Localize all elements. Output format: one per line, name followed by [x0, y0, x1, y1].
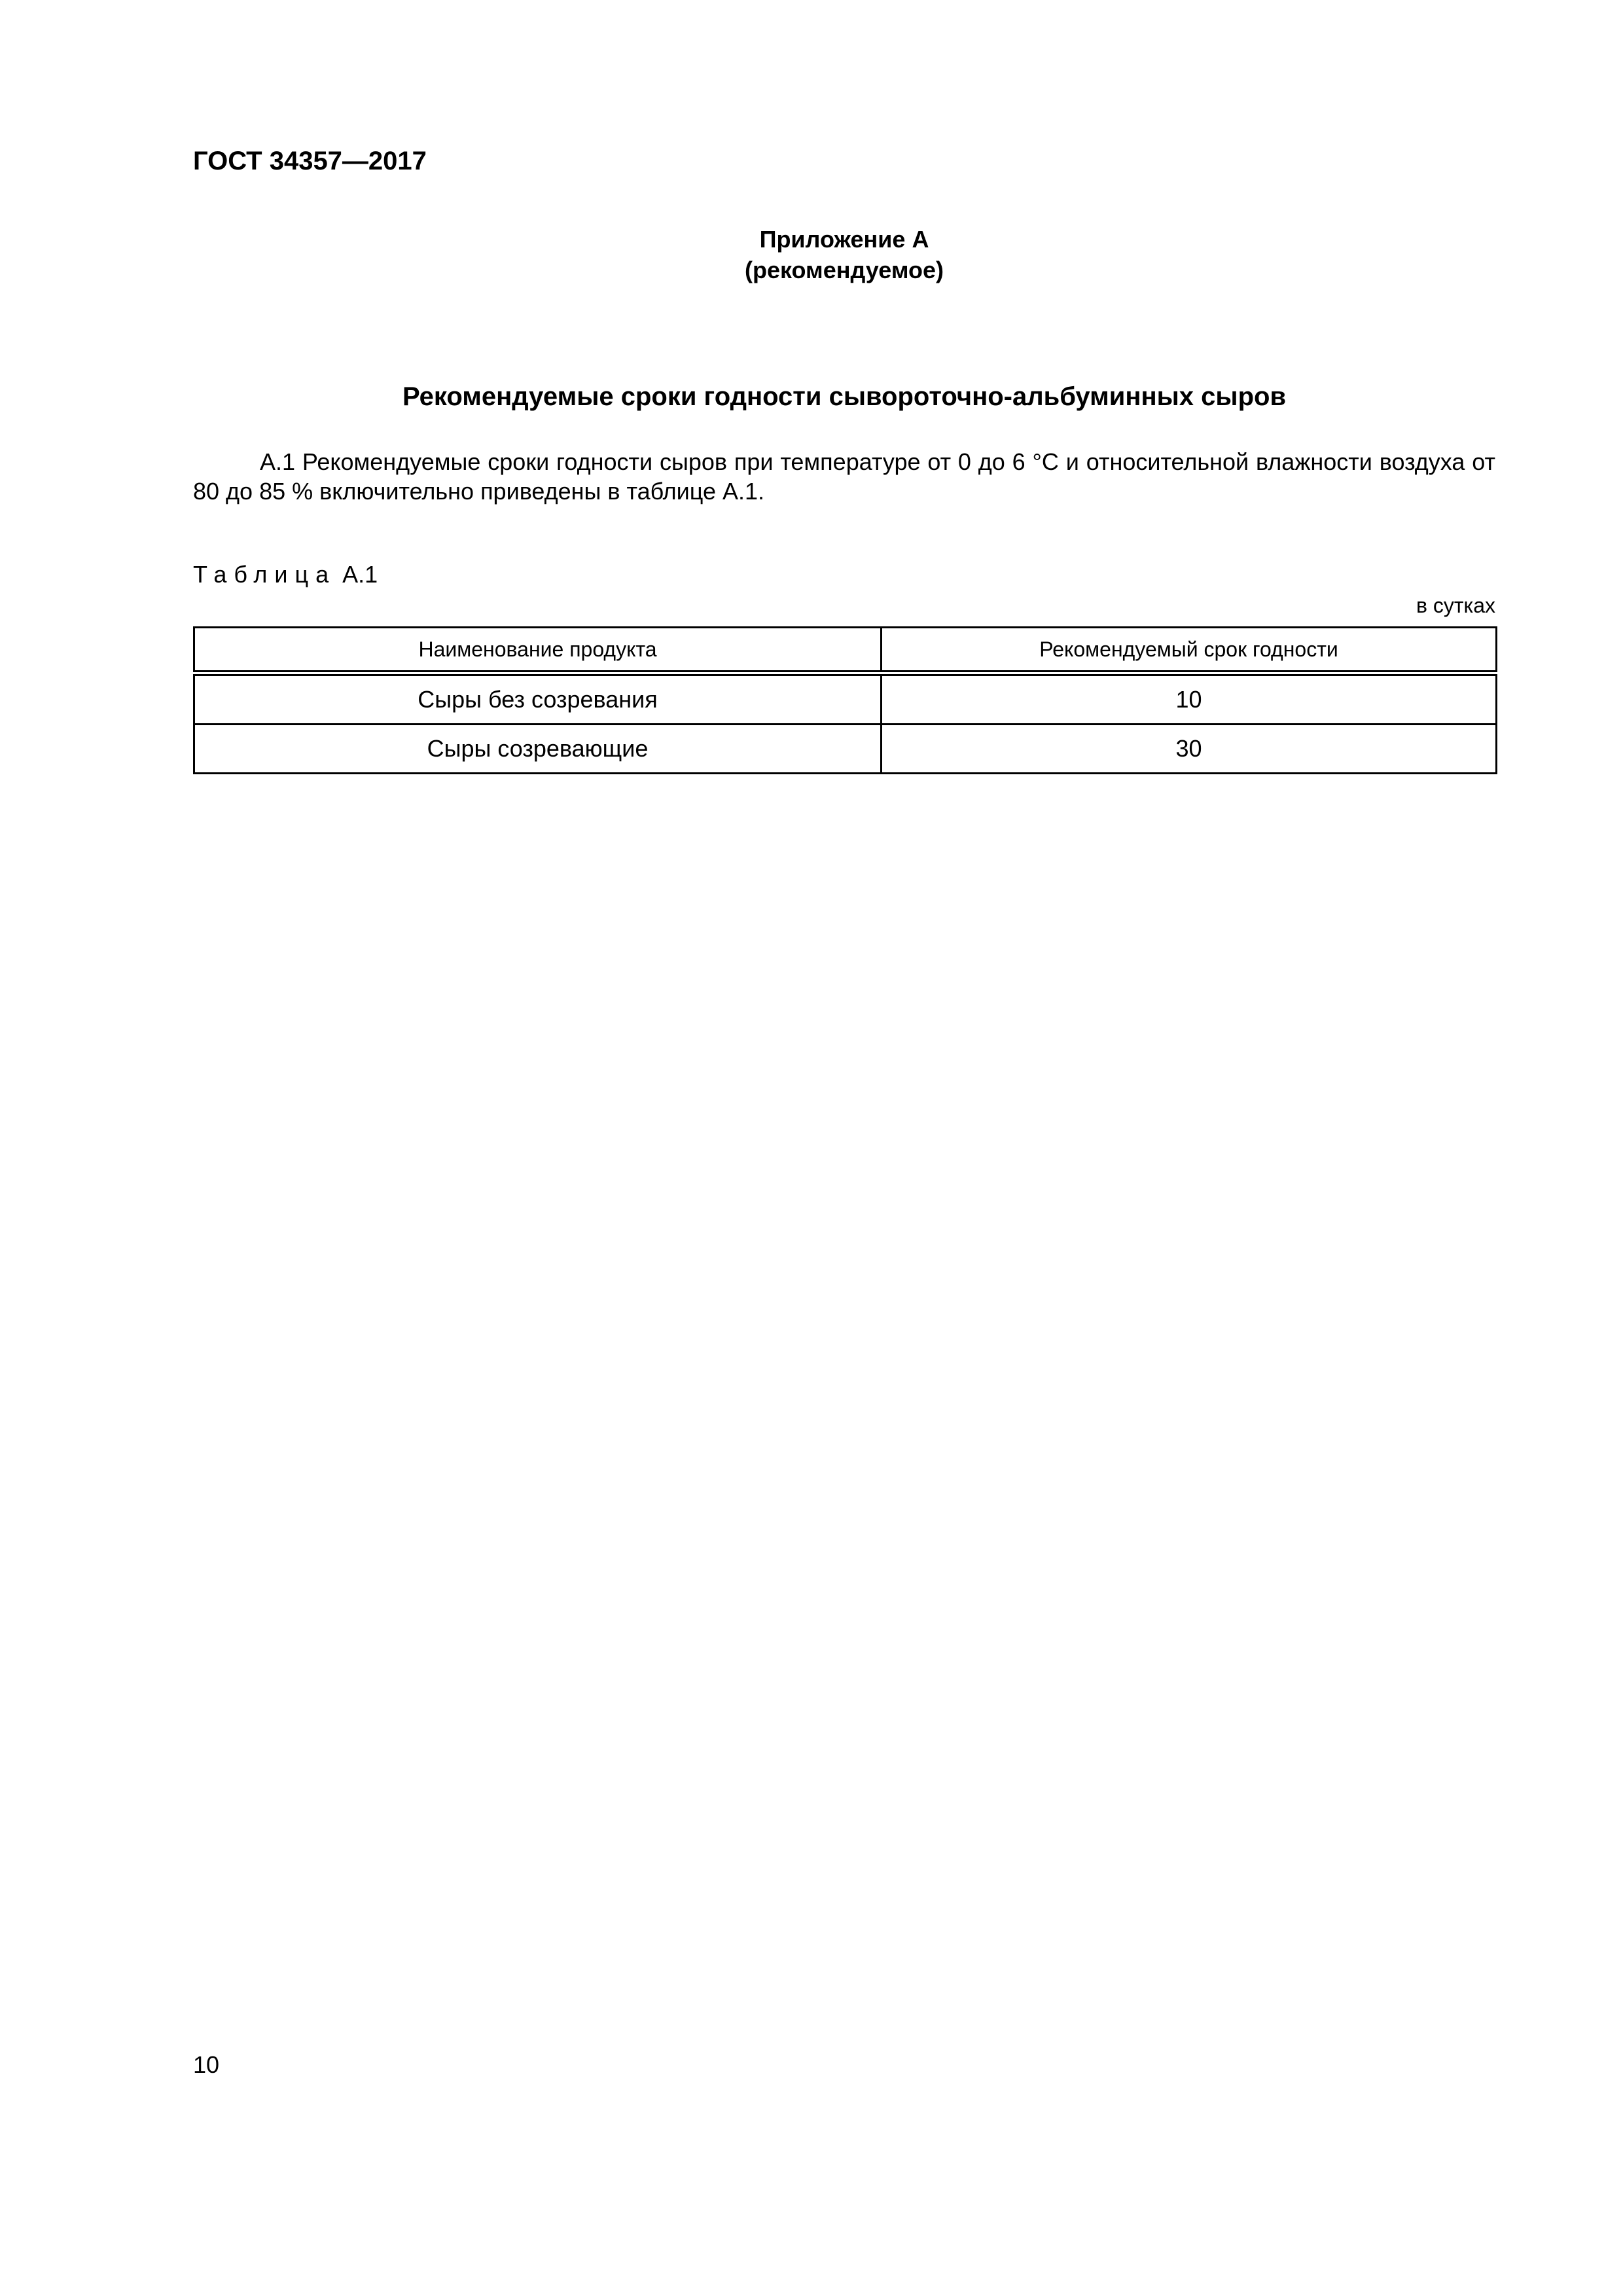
table-caption	[193, 560, 378, 588]
cell-product-name: Сыры без созревания	[194, 673, 882, 725]
cell-shelf-life: 30	[882, 725, 1497, 774]
table-header-row	[194, 628, 1497, 673]
table-caption-word: Таблица	[193, 561, 336, 588]
appendix-heading	[193, 224, 1495, 285]
table-units: в сутках	[1416, 594, 1495, 617]
table-caption-number: А.1	[342, 561, 378, 588]
shelf-life-table	[193, 626, 1497, 774]
table-row	[194, 673, 1497, 725]
appendix-status: (рекомендуемое)	[745, 257, 944, 283]
section-title: Рекомендуемые сроки годности сывороточно-альбуминных сыров	[402, 382, 1287, 411]
cell-shelf-life: 10	[882, 673, 1497, 725]
table-row	[194, 725, 1497, 774]
appendix-title: Приложение А	[759, 226, 929, 253]
page-number: 10	[193, 2051, 220, 2078]
document-code: ГОСТ 34357—2017	[193, 147, 427, 175]
column-header-shelf-life: Рекомендуемый срок годности	[882, 628, 1497, 673]
body-paragraph: А.1 Рекомендуемые сроки годности сыров при температуре от 0 до 6 °С и относительной влажности воздуха от 80 до 85 % включительно приведены в таблице А.1.	[193, 448, 1495, 505]
column-header-product: Наименование продукта	[194, 628, 882, 673]
cell-product-name: Сыры созревающие	[194, 725, 882, 774]
